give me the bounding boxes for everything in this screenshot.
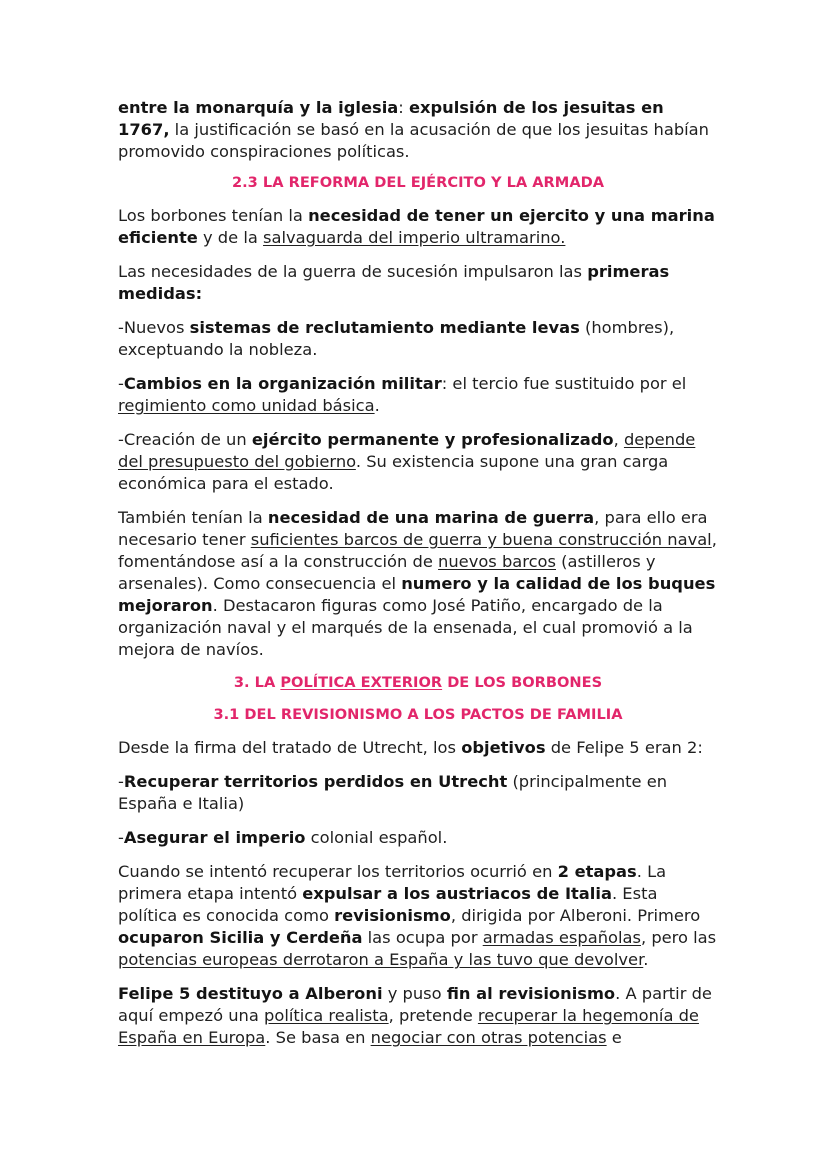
list-item-permanent-army: -Creación de un ejército permanente y profesionalizado, depende del presupuesto del gobierno. Su existencia supone una gran carga económica para el estado. <box>118 430 696 493</box>
paragraph-navy: También tenían la necesidad de una marina de guerra, para ello era necesario tener suficientes barcos de guerra y buena construcción naval, fomentándose así a la construcción de nuevos barcos (astilleros y arsenales). Como consecuencia el numero y la calidad de los buques mejoraron. Destacaron figuras como José Patiño, encargado de la organización naval y el marqués de la ensenada, el cual promovió a la mejora de navíos. <box>118 508 717 659</box>
heading-2-3: 2.3 LA REFORMA DEL EJÉRCITO Y LA ARMADA <box>231 174 605 191</box>
paragraph-army-navy-need: Los borbones tenían la necesidad de tener un ejercito y una marina eficiente y de la salvaguarda del imperio ultramarino. <box>118 206 715 247</box>
list-item-recover-territories: -Recuperar territorios perdidos en Utrecht (principalmente en España e Italia) <box>118 772 668 813</box>
heading-3-1: 3.1 DEL REVISIONISMO A LOS PACTOS DE FAMILIA <box>213 706 623 723</box>
list-item-military-organization: -Cambios en la organización militar: el tercio fue sustituido por el regimiento como unidad básica. <box>118 374 687 415</box>
paragraph-realist-policy: Felipe 5 destituyo a Alberoni y puso fin al revisionismo. A partir de aquí empezó una política realista, pretende recuperar la hegemonía de España en Europa. Se basa en negociar con otras potencias e <box>118 984 712 1047</box>
list-item-secure-empire: -Asegurar el imperio colonial español. <box>118 828 448 847</box>
paragraph-jesuits: entre la monarquía y la iglesia: expulsión de los jesuitas en 1767, la justificación se basó en la acusación de que los jesuitas habían promovido conspiraciones políticas. <box>118 98 709 161</box>
paragraph-revisionism: Cuando se intentó recuperar los territorios ocurrió en 2 etapas. La primera etapa intentó expulsar a los austriacos de Italia. Esta política es conocida como revisionismo, dirigida por Alberoni. Primero ocuparon Sicilia y Cerdeña las ocupa por armadas españolas, pero las potencias europeas derrotaron a España y las tuvo que devolver. <box>118 862 717 969</box>
list-item-recruitment: -Nuevos sistemas de reclutamiento mediante levas (hombres), exceptuando la nobleza. <box>118 318 675 359</box>
heading-3: 3. LA POLÍTICA EXTERIOR DE LOS BORBONES <box>233 674 603 691</box>
paragraph-objectives: Desde la firma del tratado de Utrecht, los objetivos de Felipe 5 eran 2: <box>118 738 703 757</box>
paragraph-first-measures: Las necesidades de la guerra de sucesión impulsaron las primeras medidas: <box>118 262 670 303</box>
